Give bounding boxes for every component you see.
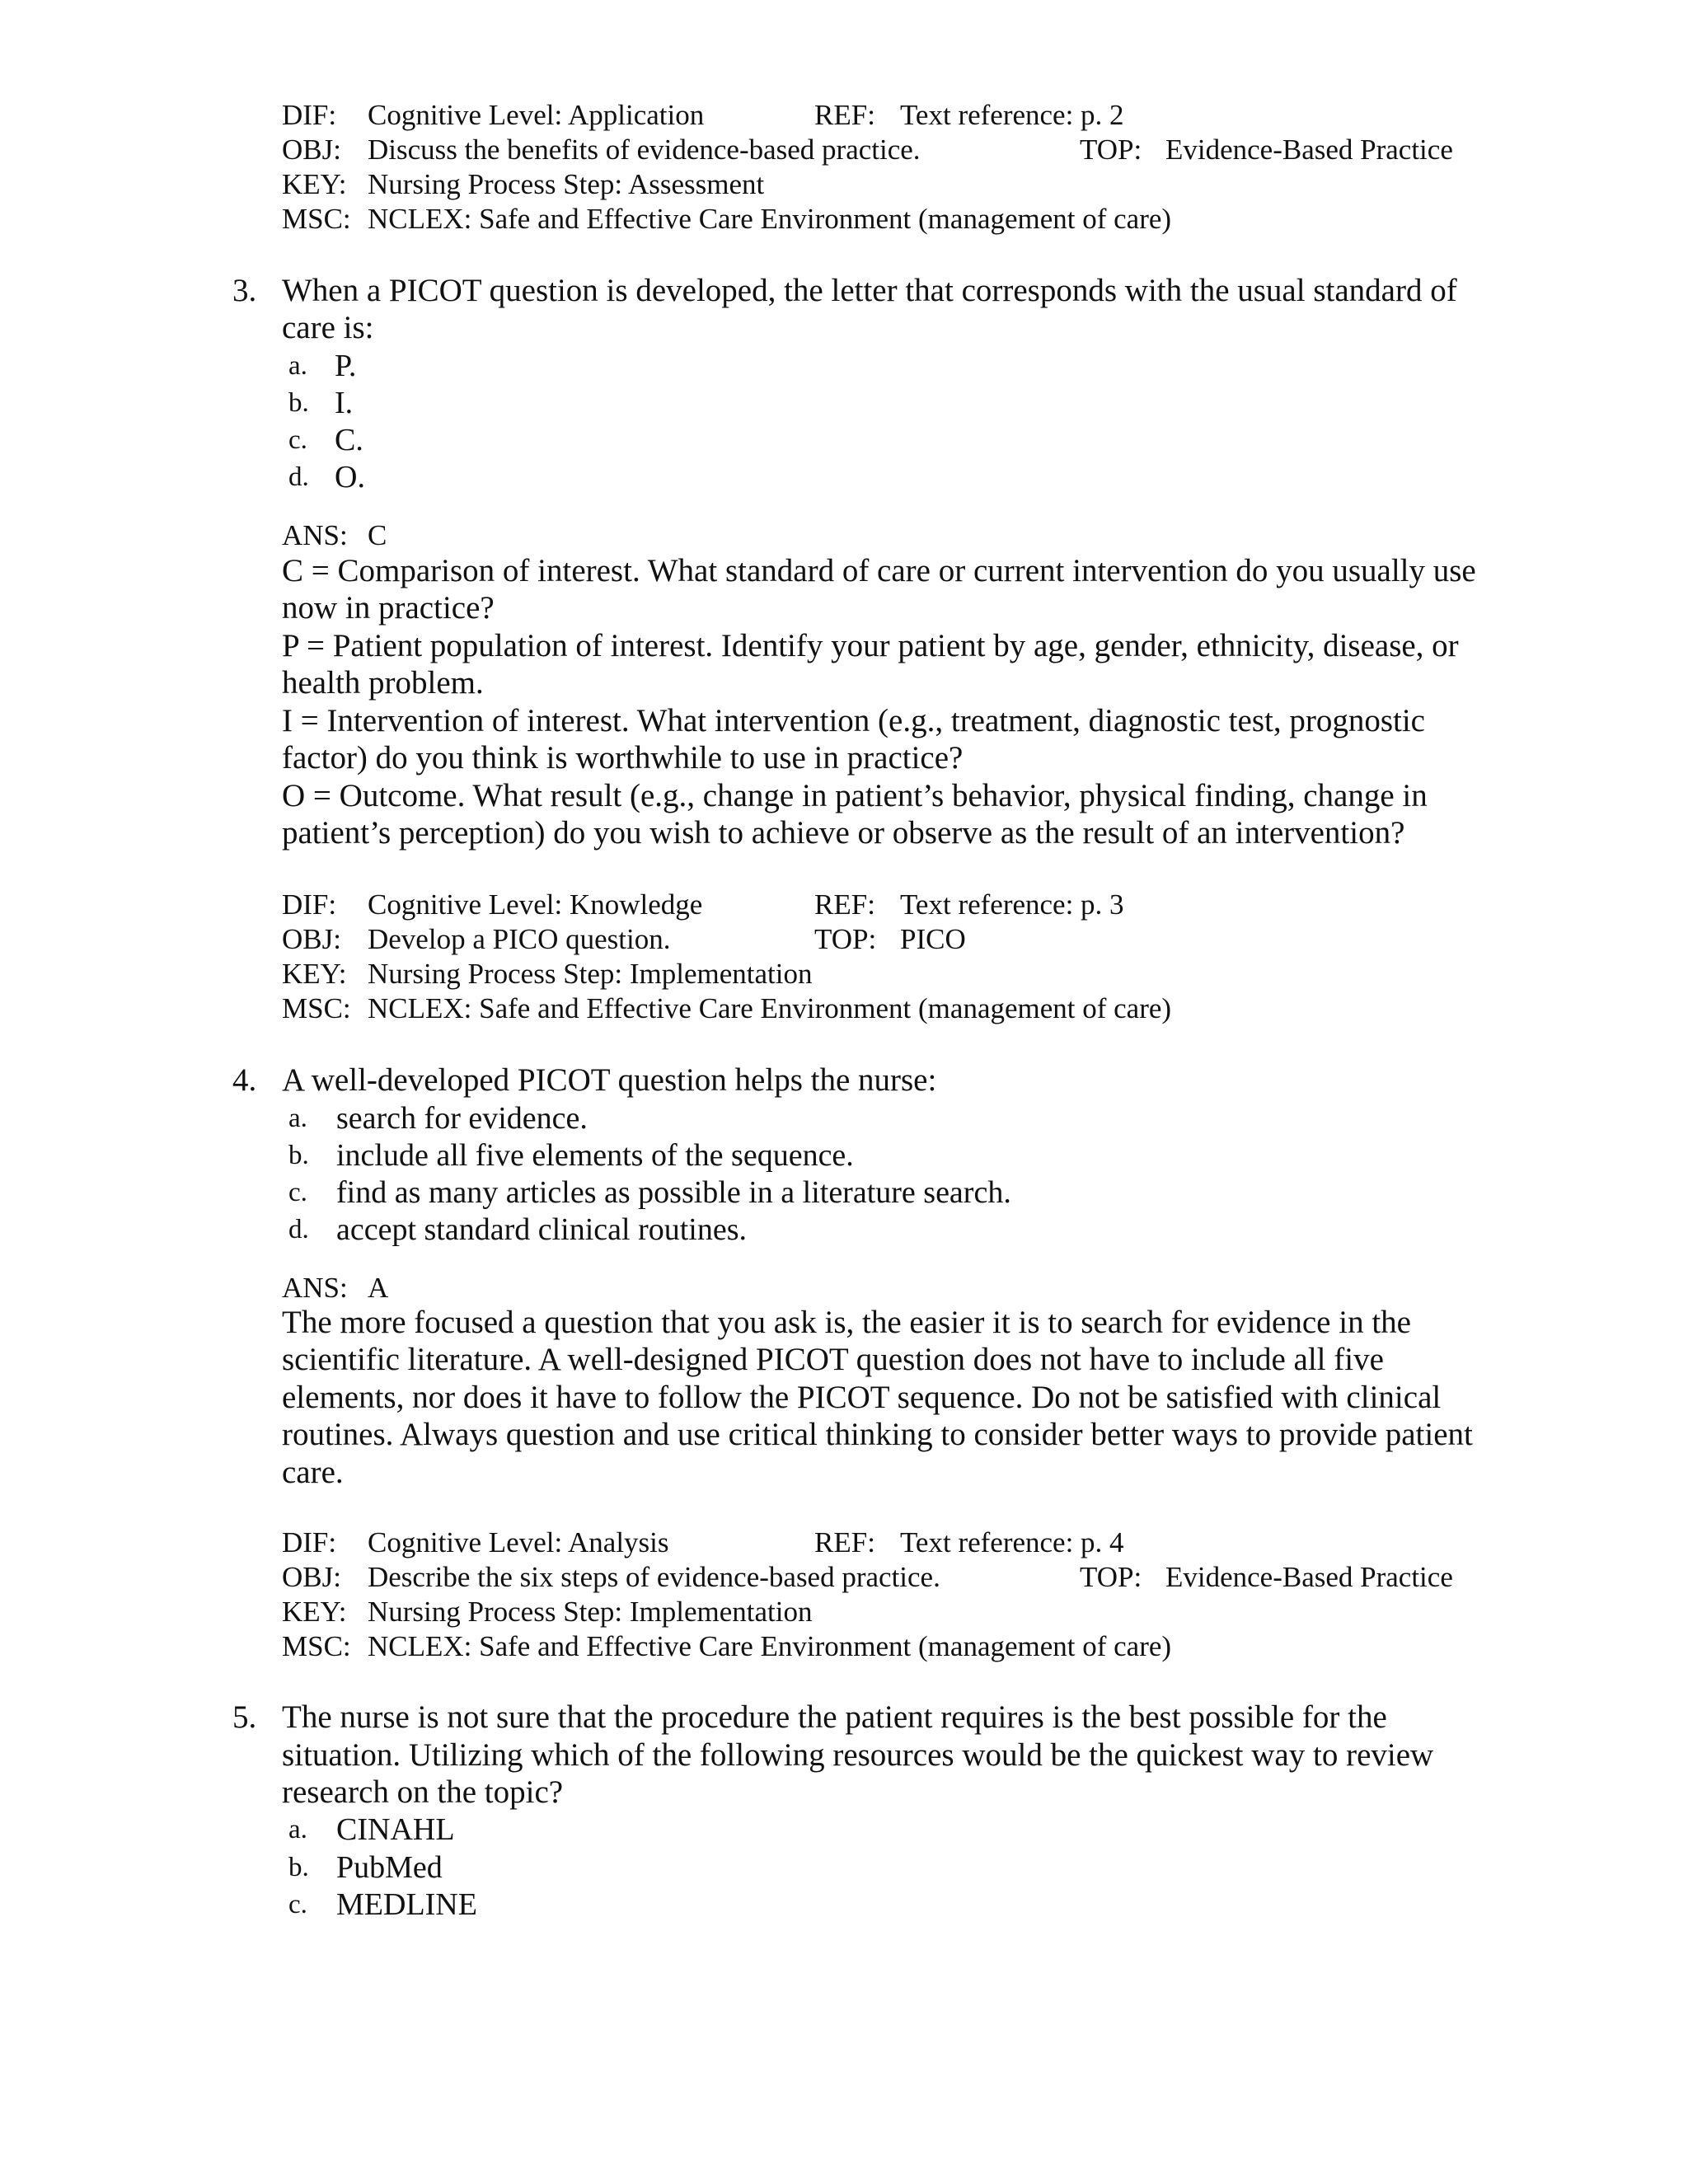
top-tag: TOP: <box>1080 134 1142 166</box>
option-text: accept standard clinical routines. <box>336 1212 748 1247</box>
option-letter: b. <box>288 1141 309 1170</box>
key-tag: KEY: <box>282 1596 347 1628</box>
key-tag: KEY: <box>282 958 347 990</box>
msc-tag: MSC: <box>282 1630 351 1662</box>
option-letter: c. <box>288 1890 307 1919</box>
dif-value: Cognitive Level: Knowledge <box>368 888 703 921</box>
obj-tag: OBJ: <box>282 923 341 955</box>
rationale-line: health problem. <box>282 665 484 701</box>
question-stem-line: care is: <box>282 310 374 345</box>
option-text: search for evidence. <box>336 1101 588 1136</box>
answer-value: A <box>368 1272 389 1304</box>
dif-tag: DIF: <box>282 99 337 131</box>
rationale-line: P = Patient population of interest. Identify your patient by age, gender, ethnicity, disease, or <box>282 628 1459 663</box>
rationale-line: The more focused a question that you ask is, the easier it is to search for evidence in the <box>282 1305 1411 1340</box>
question-stem-line: research on the topic? <box>282 1774 564 1810</box>
key-value: Nursing Process Step: Assessment <box>368 168 765 200</box>
msc-tag: MSC: <box>282 203 351 235</box>
top-tag: TOP: <box>1080 1561 1142 1593</box>
option-text: O. <box>335 460 365 494</box>
top-value: Evidence-Based Practice <box>1165 134 1453 166</box>
ref-value: Text reference: p. 4 <box>900 1526 1124 1558</box>
option-letter: c. <box>288 1178 307 1207</box>
question-stem-line: The nurse is not sure that the procedure the patient requires is the best possible for the <box>282 1699 1387 1735</box>
obj-value: Discuss the benefits of evidence-based practice. <box>368 134 921 166</box>
rationale-line: routines. Always question and use critical thinking to consider better ways to provide patient <box>282 1417 1473 1452</box>
rationale-line: I = Intervention of interest. What intervention (e.g., treatment, diagnostic test, prognostic <box>282 703 1425 738</box>
rationale-line: O = Outcome. What result (e.g., change in patient’s behavior, physical finding, change in <box>282 778 1428 813</box>
answer-tag: ANS: <box>282 519 348 551</box>
rationale-line: elements, nor does it have to follow the PICOT sequence. Do not be satisfied with clinical <box>282 1380 1442 1415</box>
option-text: find as many articles as possible in a literature search. <box>336 1175 1011 1210</box>
rationale-line: factor) do you think is worthwhile to use in practice? <box>282 740 964 776</box>
rationale-line: care. <box>282 1455 344 1490</box>
ref-tag: REF: <box>814 1526 875 1558</box>
option-letter: b. <box>288 388 309 418</box>
option-letter: a. <box>288 351 307 381</box>
rationale-line: patient’s perception) do you wish to achieve or observe as the result of an intervention? <box>282 815 1405 851</box>
top-value: PICO <box>900 923 966 955</box>
option-letter: a. <box>288 1104 307 1133</box>
rationale-line: now in practice? <box>282 590 495 626</box>
option-text: include all five elements of the sequence. <box>336 1138 854 1173</box>
dif-tag: DIF: <box>282 888 337 921</box>
option-letter: a. <box>288 1815 307 1844</box>
ref-value: Text reference: p. 3 <box>900 888 1124 921</box>
msc-value: NCLEX: Safe and Effective Care Environment (management of care) <box>368 1630 1172 1662</box>
question-number: 3. <box>232 273 257 308</box>
ref-tag: REF: <box>814 888 875 921</box>
option-text: CINAHL <box>336 1812 455 1847</box>
option-letter: d. <box>288 462 309 492</box>
obj-value: Develop a PICO question. <box>368 923 671 955</box>
option-letter: d. <box>288 1215 309 1244</box>
answer-tag: ANS: <box>282 1272 348 1304</box>
key-value: Nursing Process Step: Implementation <box>368 1596 813 1628</box>
option-letter: c. <box>288 425 307 455</box>
obj-tag: OBJ: <box>282 134 341 166</box>
option-text: C. <box>335 423 363 457</box>
msc-value: NCLEX: Safe and Effective Care Environment (management of care) <box>368 203 1172 235</box>
ref-value: Text reference: p. 2 <box>900 99 1124 131</box>
rationale-line: scientific literature. A well-designed PICOT question does not have to include all five <box>282 1342 1384 1377</box>
msc-tag: MSC: <box>282 992 351 1024</box>
question-number: 5. <box>232 1699 257 1735</box>
rationale-line: C = Comparison of interest. What standard of care or current intervention do you usually use <box>282 553 1476 588</box>
dif-tag: DIF: <box>282 1526 337 1558</box>
obj-value: Describe the six steps of evidence-based practice. <box>368 1561 940 1593</box>
option-text: PubMed <box>336 1850 443 1885</box>
option-text: MEDLINE <box>336 1887 477 1922</box>
answer-value: C <box>368 519 387 551</box>
key-tag: KEY: <box>282 168 347 200</box>
key-value: Nursing Process Step: Implementation <box>368 958 813 990</box>
option-text: I. <box>335 386 354 420</box>
ref-tag: REF: <box>814 99 875 131</box>
option-letter: b. <box>288 1853 309 1882</box>
top-value: Evidence-Based Practice <box>1165 1561 1453 1593</box>
question-number: 4. <box>232 1062 257 1098</box>
dif-value: Cognitive Level: Application <box>368 99 705 131</box>
question-stem-line: A well-developed PICOT question helps the nurse: <box>282 1062 937 1098</box>
question-stem-line: When a PICOT question is developed, the letter that corresponds with the usual standard of <box>282 273 1457 308</box>
obj-tag: OBJ: <box>282 1561 341 1593</box>
dif-value: Cognitive Level: Analysis <box>368 1526 669 1558</box>
option-text: P. <box>335 349 357 383</box>
msc-value: NCLEX: Safe and Effective Care Environment (management of care) <box>368 992 1172 1024</box>
top-tag: TOP: <box>814 923 877 955</box>
question-stem-line: situation. Utilizing which of the following resources would be the quickest way to review <box>282 1737 1434 1773</box>
